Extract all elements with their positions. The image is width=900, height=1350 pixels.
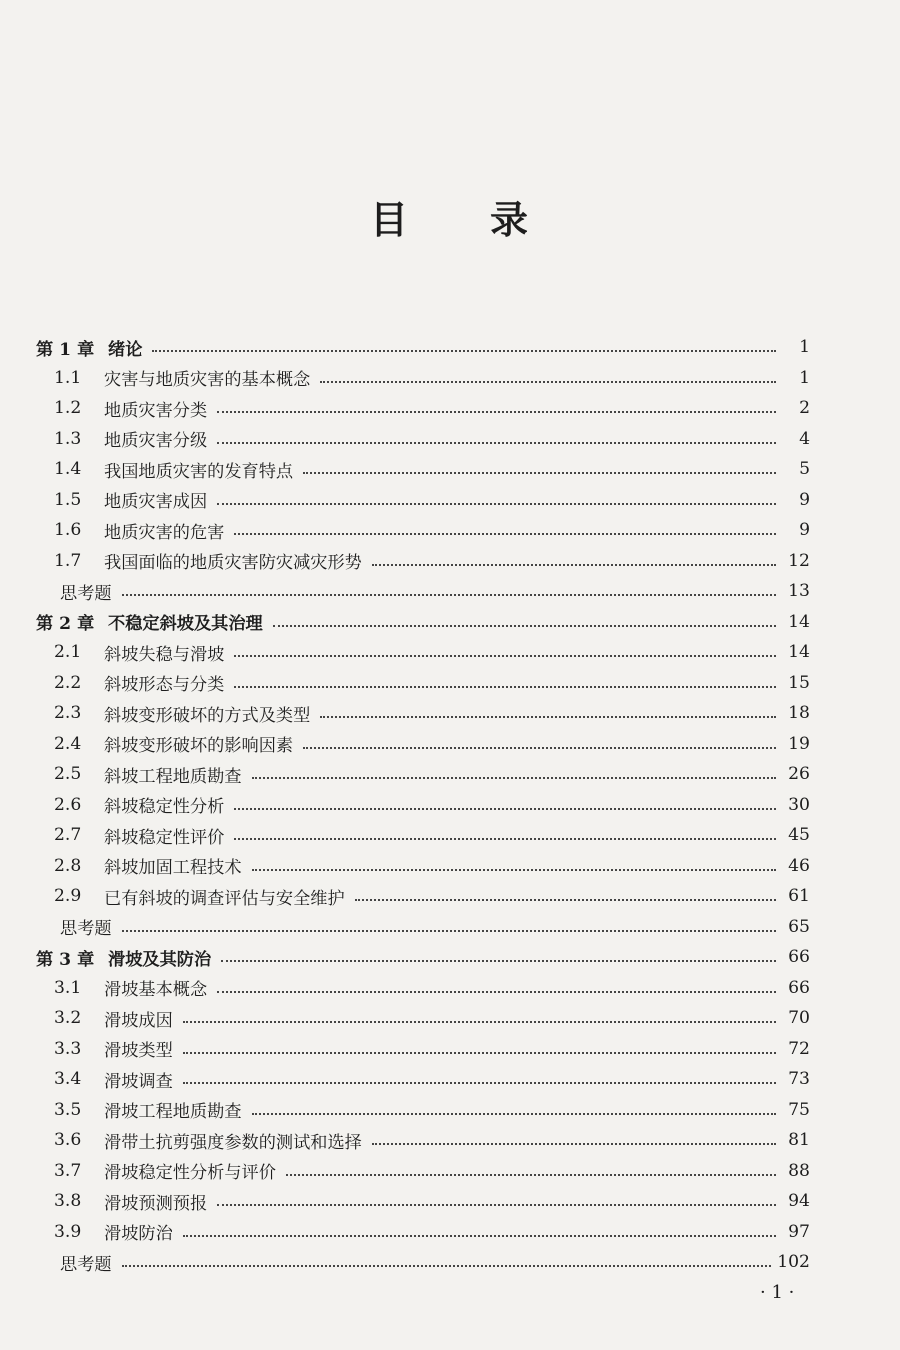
toc-number: 3.9 [54, 1221, 82, 1242]
toc-page-number: 66 [788, 947, 810, 968]
toc-label: 斜坡加固工程技术 [104, 858, 242, 879]
toc-leader-dots [217, 440, 776, 444]
toc-leader-dots [252, 775, 776, 779]
toc-label: 斜坡稳定性评价 [104, 827, 225, 848]
toc-leader-dots [303, 745, 776, 749]
toc-chapter-row [36, 607, 810, 638]
toc-leader-dots [273, 623, 776, 627]
toc-leader-dots [234, 653, 776, 657]
toc-questions-row [36, 576, 810, 607]
toc-number: 1.1 [54, 367, 82, 388]
toc-page-number: 73 [788, 1069, 810, 1090]
toc-leader-dots [234, 684, 776, 688]
toc-label: 我国面临的地质灾害防灾减灾形势 [104, 553, 362, 574]
toc-page-number: 14 [788, 611, 810, 632]
toc-section-row [36, 820, 810, 851]
toc-label: 滑坡基本概念 [104, 980, 208, 1001]
toc-chapter-row [36, 942, 810, 973]
toc-number: 2.9 [54, 886, 82, 907]
toc-section-row [36, 393, 810, 424]
toc-page-number: 12 [788, 550, 810, 571]
toc-leader-dots [183, 1050, 776, 1054]
toc-page-number: 15 [788, 672, 810, 693]
toc-section-row [36, 729, 810, 760]
toc-label: 斜坡变形破坏的影响因素 [104, 736, 294, 757]
toc-number: 3.5 [54, 1099, 82, 1120]
toc-label: 斜坡失稳与滑坡 [104, 644, 225, 665]
toc-section-row [36, 454, 810, 485]
toc-page-number: 72 [788, 1038, 810, 1059]
toc-number: 3.2 [54, 1008, 82, 1029]
toc-page-number: 13 [788, 581, 810, 602]
toc-page-number: 45 [788, 825, 810, 846]
toc-number: 2.4 [54, 733, 82, 754]
toc-number: 3.4 [54, 1069, 82, 1090]
toc-page-number: 65 [788, 916, 810, 937]
toc-questions-row [36, 912, 810, 943]
toc-label: 思考题 [60, 1254, 112, 1275]
toc-label: 斜坡稳定性分析 [104, 797, 225, 818]
toc-number: 3.6 [54, 1130, 82, 1151]
toc-page-number: 9 [799, 489, 810, 510]
page-folio: · 1 · [760, 1282, 795, 1303]
toc-label: 地质灾害的危害 [104, 522, 225, 543]
toc-page-number: 1 [799, 337, 810, 358]
toc-page-number: 30 [788, 794, 810, 815]
toc-label: 已有斜坡的调查评估与安全维护 [104, 888, 345, 909]
toc-section-row [36, 1217, 810, 1248]
toc-leader-dots [183, 1019, 776, 1023]
toc-page-number: 1 [799, 367, 810, 388]
toc-leader-dots [122, 1263, 772, 1267]
toc-number: 1.4 [54, 459, 82, 480]
toc-section-row [36, 1156, 810, 1187]
toc-page-number: 102 [777, 1252, 810, 1273]
toc-page-number: 9 [799, 520, 810, 541]
toc-section-row [36, 1125, 810, 1156]
toc-label: 滑坡调查 [104, 1071, 173, 1092]
toc-label: 滑坡成因 [104, 1010, 173, 1031]
toc-label: 滑带土抗剪强度参数的测试和选择 [104, 1132, 362, 1153]
toc-label: 灾害与地质灾害的基本概念 [104, 370, 311, 391]
toc-label: 地质灾害分级 [104, 431, 208, 452]
toc-leader-dots [320, 714, 776, 718]
toc-number: 2.5 [54, 764, 82, 785]
toc-label: 思考题 [60, 919, 112, 940]
toc-number: 1.6 [54, 520, 82, 541]
toc-section-row [36, 1064, 810, 1095]
toc-page-number: 75 [788, 1099, 810, 1120]
toc-number: 3.3 [54, 1038, 82, 1059]
toc-section-row [36, 363, 810, 394]
toc-label: 斜坡工程地质勘查 [104, 766, 242, 787]
toc-section-row [36, 759, 810, 790]
toc-label: 滑坡稳定性分析与评价 [104, 1163, 276, 1184]
toc-page-number: 26 [788, 764, 810, 785]
toc-label: 滑坡预测预报 [104, 1193, 208, 1214]
toc-label: 地质灾害成因 [104, 492, 208, 513]
toc-number: 2.1 [54, 642, 82, 663]
toc-page-number: 61 [788, 886, 810, 907]
toc-questions-row [36, 1247, 810, 1278]
toc-number: 2.6 [54, 794, 82, 815]
toc-leader-dots [252, 867, 776, 871]
toc-leader-dots [183, 1233, 776, 1237]
toc-page-number: 70 [788, 1008, 810, 1029]
toc-page-number: 88 [788, 1160, 810, 1181]
toc-section-row [36, 515, 810, 546]
toc-label: 斜坡形态与分类 [104, 675, 225, 696]
toc-number: 1.5 [54, 489, 82, 510]
toc-section-row [36, 668, 810, 699]
toc-number: 2.3 [54, 703, 82, 724]
toc-leader-dots [372, 1141, 776, 1145]
title-char-1: 目 [369, 196, 410, 242]
toc-number: 2.7 [54, 825, 82, 846]
toc-page-number: 18 [788, 703, 810, 724]
toc-number: 1.7 [54, 550, 82, 571]
toc-label: 思考题 [60, 583, 112, 604]
toc-leader-dots [183, 1080, 776, 1084]
toc-section-row [36, 973, 810, 1004]
toc-leader-dots [221, 958, 776, 962]
toc-leader-dots [152, 348, 776, 352]
toc-leader-dots [122, 928, 776, 932]
toc-chapter-row [36, 332, 810, 363]
toc-section-row [36, 1003, 810, 1034]
toc-section-row [36, 637, 810, 668]
toc-leader-dots [355, 897, 776, 901]
toc-leader-dots [234, 531, 776, 535]
toc-section-row [36, 424, 810, 455]
toc-section-row [36, 1095, 810, 1126]
title-char-2: 录 [490, 196, 531, 242]
toc-leader-dots [234, 806, 776, 810]
toc-label: 我国地质灾害的发育特点 [104, 461, 294, 482]
toc-label: 斜坡变形破坏的方式及类型 [104, 705, 311, 726]
toc-section-row [36, 485, 810, 516]
toc-label: 地质灾害分类 [104, 400, 208, 421]
toc-number: 1.3 [54, 428, 82, 449]
toc-leader-dots [372, 562, 776, 566]
toc-section-row [36, 546, 810, 577]
page-title [0, 186, 900, 246]
toc-label: 滑坡及其防治 [108, 949, 212, 970]
toc-page-number: 19 [788, 733, 810, 754]
toc-page-number: 94 [788, 1191, 810, 1212]
toc-number: 3.8 [54, 1191, 82, 1212]
toc-page-number: 5 [799, 459, 810, 480]
toc-leader-dots [217, 409, 776, 413]
toc-page-number: 66 [788, 977, 810, 998]
toc-section-row [36, 851, 810, 882]
toc-number: 第 3 章 [36, 949, 95, 970]
toc-label: 滑坡类型 [104, 1041, 173, 1062]
toc-label: 绪论 [108, 339, 143, 360]
toc-leader-dots [217, 989, 776, 993]
toc-page-number: 4 [799, 428, 810, 449]
toc-page-number: 81 [788, 1130, 810, 1151]
toc-section-row [36, 790, 810, 821]
toc-number: 2.2 [54, 672, 82, 693]
toc-leader-dots [122, 592, 776, 596]
toc-section-row [36, 1034, 810, 1065]
toc-number: 3.1 [54, 977, 82, 998]
toc-number: 第 1 章 [36, 339, 95, 360]
toc-number: 3.7 [54, 1160, 82, 1181]
toc-leader-dots [303, 470, 776, 474]
toc-leader-dots [252, 1111, 776, 1115]
toc-page-number: 2 [799, 398, 810, 419]
toc-page-number: 46 [788, 855, 810, 876]
toc-page-number: 14 [788, 642, 810, 663]
toc-leader-dots [217, 1202, 776, 1206]
toc-page-number: 97 [788, 1221, 810, 1242]
toc-leader-dots [234, 836, 776, 840]
toc-section-row [36, 1186, 810, 1217]
toc-leader-dots [320, 379, 776, 383]
toc-label: 不稳定斜坡及其治理 [108, 614, 263, 635]
toc-label: 滑坡防治 [104, 1224, 173, 1245]
table-of-contents [36, 332, 810, 1278]
toc-section-row [36, 881, 810, 912]
toc-number: 2.8 [54, 855, 82, 876]
toc-leader-dots [217, 501, 776, 505]
toc-number: 1.2 [54, 398, 82, 419]
toc-number: 第 2 章 [36, 614, 95, 635]
toc-leader-dots [286, 1172, 776, 1176]
toc-section-row [36, 698, 810, 729]
toc-label: 滑坡工程地质勘查 [104, 1102, 242, 1123]
